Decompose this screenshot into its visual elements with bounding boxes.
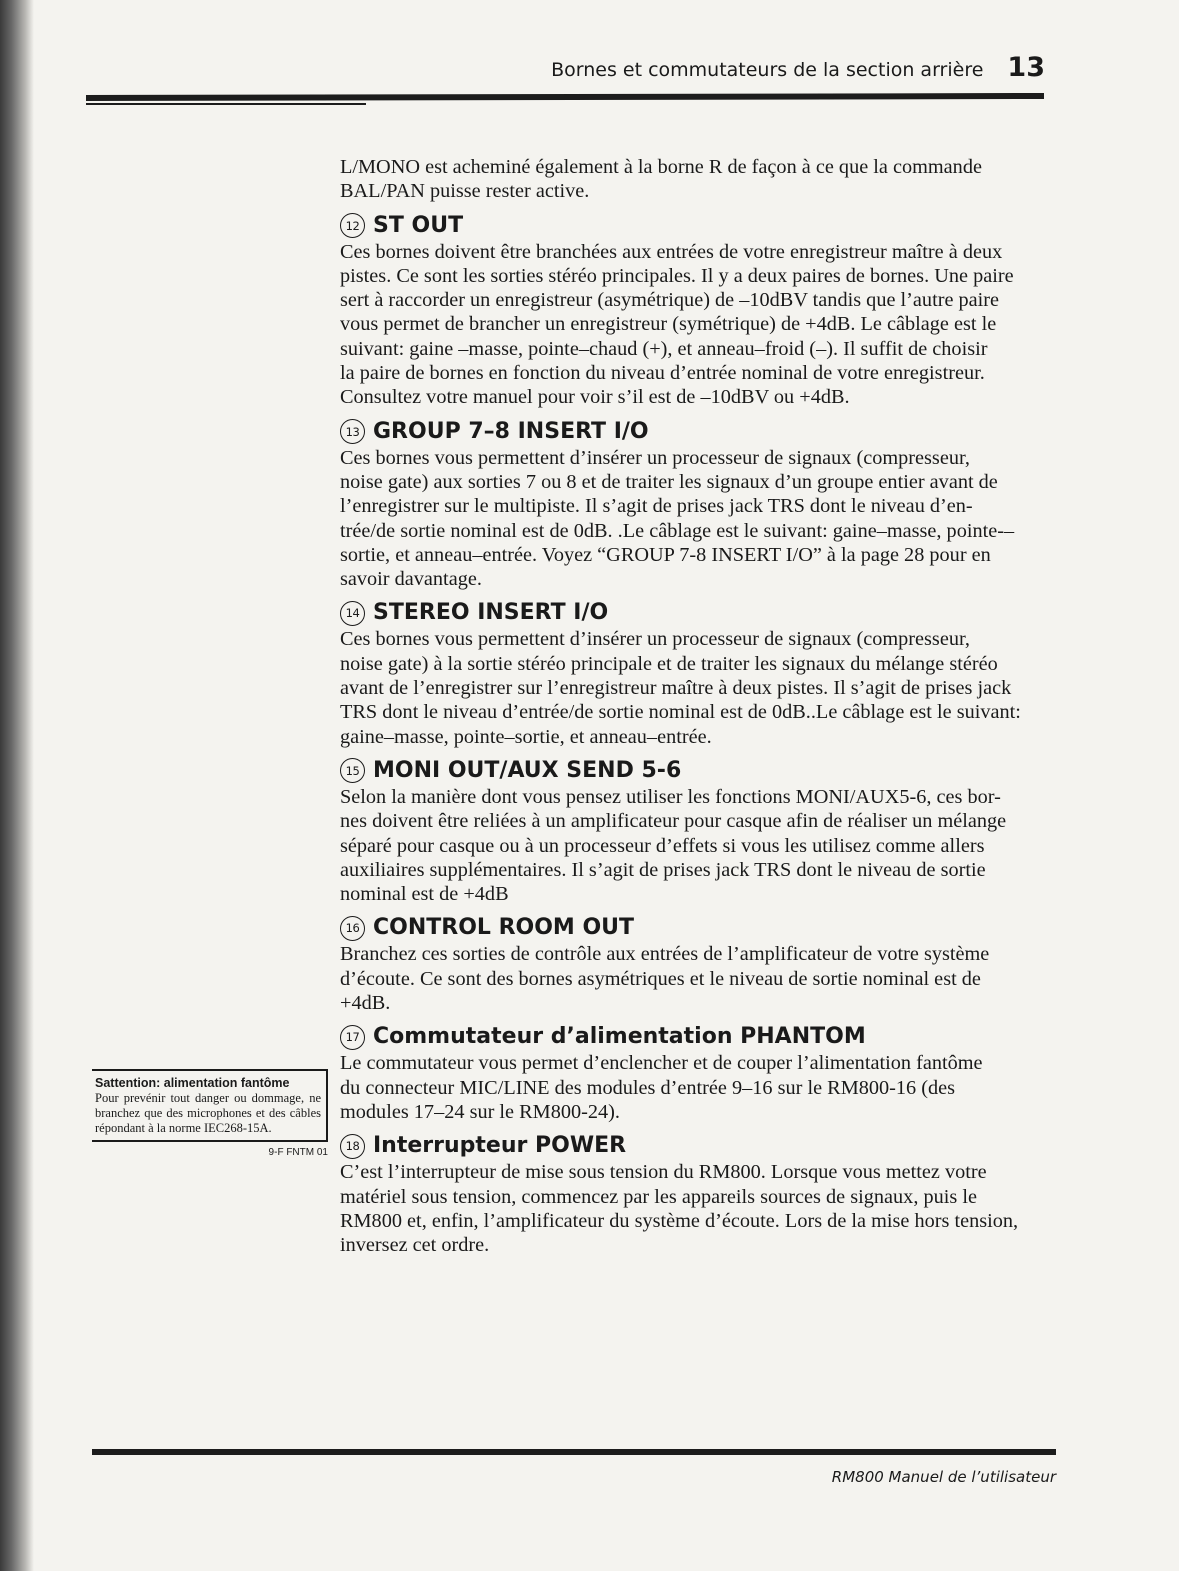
text-line: noise gate) aux sorties 7 ou 8 et de traiter les signaux d’un groupe entier avant de: [340, 470, 998, 493]
section-power-switch: [340, 1132, 1048, 1257]
section-st-out: [340, 212, 1048, 410]
section-title: STEREO INSERT I/O: [373, 600, 609, 626]
section-heading: [340, 212, 1048, 240]
header-title: Bornes et commutateurs de la section arrière: [551, 59, 984, 81]
header-rule-underline: [86, 103, 366, 105]
page-header: [551, 52, 1045, 83]
circled-number-icon: 16: [340, 916, 365, 941]
circled-number-icon: 15: [340, 758, 365, 783]
circled-number-icon: 17: [340, 1025, 365, 1050]
scan-edge-shadow: [0, 0, 34, 1571]
text-line: Ces bornes vous permettent d’insérer un processeur de signaux (compresseur,: [340, 628, 970, 651]
text-line: Selon la manière dont vous pensez utiliser les fonctions MONI/AUX5-6, ces bor-: [340, 785, 1001, 808]
text-line: +4dB.: [340, 992, 391, 1015]
text-line: modules 17–24 sur le RM800-24).: [340, 1100, 620, 1123]
section-heading: [340, 1132, 1048, 1160]
text-line: pistes. Ce sont les sorties stéréo principales. Il y a deux paires de bornes. Une paire: [340, 264, 1014, 287]
circled-number-icon: 18: [340, 1134, 365, 1159]
page-number: 13: [1007, 52, 1045, 83]
section-phantom-switch: [340, 1023, 1048, 1124]
text-line: nominal est de +4dB: [340, 883, 509, 906]
text-line: auxiliaires supplémentaires. Il s’agit de prises jack TRS dont le niveau de sortie: [340, 858, 986, 881]
circled-number-icon: 13: [340, 419, 365, 444]
text-line: Ces bornes doivent être branchées aux entrées de votre enregistreur maître à deux: [340, 240, 1003, 263]
section-title: Commutateur d’alimentation PHANTOM: [373, 1024, 866, 1050]
text-line: séparé pour casque ou à un processeur d’effets si vous les utilisez comme allers: [340, 834, 985, 857]
circled-number-icon: 14: [340, 601, 365, 626]
text-line: l’enregistrer sur le multipiste. Il s’agit de prises jack TRS dont le niveau d’en-: [340, 495, 973, 518]
section-title: ST OUT: [373, 212, 464, 238]
text-line: C’est l’interrupteur de mise sous tension du RM800. Lorsque vous mettez votre: [340, 1161, 987, 1184]
text-line: L/MONO est acheminé également à la borne R de façon à ce que la commande: [340, 156, 982, 178]
text-line: Ces bornes vous permettent d’insérer un processeur de signaux (compresseur,: [340, 446, 970, 469]
section-title: Interrupteur POWER: [373, 1133, 627, 1159]
caution-box: [92, 1069, 328, 1142]
text-line: Consultez votre manuel pour voir s’il est de –10dBV ou +4dB.: [340, 386, 850, 409]
text-line: TRS dont le niveau d’entrée/de sortie nominal est de 0dB..Le câblage est le suivant:: [340, 701, 1021, 724]
caution-text: Pour prevénir tout danger ou dommage, ne branchez que des microphones et des câbles répondant à la norme IEC268-15A.: [95, 1091, 321, 1135]
text-line: Le commutateur vous permet d’enclencher et de couper l’alimentation fantôme: [340, 1052, 983, 1075]
footer-rule: [92, 1449, 1056, 1455]
section-control-room-out: [340, 914, 1048, 1015]
text-line: matériel sous tension, commencez par les appareils sources de signaux, puis le: [340, 1185, 977, 1208]
circled-number-icon: 12: [340, 213, 365, 238]
text-line: Branchez ces sorties de contrôle aux entrées de l’amplificateur de votre système: [340, 943, 990, 966]
text-line: sert à raccorder un enregistreur (asymétrique) de –10dBV tandis que l’autre paire: [340, 289, 1000, 312]
text-line: savoir davantage.: [340, 568, 482, 591]
page-footer: RM800 Manuel de l’utilisateur: [831, 1468, 1056, 1486]
section-group-insert: [340, 418, 1048, 592]
section-heading: [340, 1023, 1048, 1051]
caution-title: Sattention: alimentation fantôme: [95, 1076, 290, 1090]
main-content: [340, 155, 1048, 1257]
section-stereo-insert: [340, 599, 1048, 748]
section-title: CONTROL ROOM OUT: [373, 915, 635, 941]
text-line: d’écoute. Ce sont des bornes asymétriques et le niveau de sortie nominal est de: [340, 967, 981, 990]
text-line: sortie, et anneau–entrée. Voyez “GROUP 7-8 INSERT I/O” à la page 28 pour en: [340, 543, 991, 566]
section-heading: [340, 599, 1048, 627]
caution-code: 9-F FNTM 01: [268, 1147, 328, 1158]
text-line: vous permet de brancher un enregistreur (symétrique) de +4dB. Le câblage est le: [340, 313, 997, 336]
section-title: GROUP 7–8 INSERT I/O: [373, 418, 649, 444]
text-line: nes doivent être reliées à un amplificateur pour casque afin de réaliser un mélange: [340, 810, 1007, 833]
caution-note: [92, 1069, 328, 1158]
text-line: BAL/PAN puisse rester active.: [340, 180, 590, 203]
text-line: la paire de bornes en fonction du niveau d’entrée nominal de votre enregistreur.: [340, 362, 985, 385]
header-rule: [86, 93, 1044, 101]
section-moni-out: [340, 757, 1048, 906]
text-line: noise gate) à la sortie stéréo principale et de traiter les signaux du mélange stéréo: [340, 652, 998, 675]
text-line: gaine–masse, pointe–sortie, et anneau–entrée.: [340, 725, 712, 748]
section-title: MONI OUT/AUX SEND 5-6: [373, 757, 682, 783]
text-line: du connecteur MIC/LINE des modules d’entrée 9–16 sur le RM800-16 (des: [340, 1076, 956, 1099]
section-heading: [340, 914, 1048, 942]
text-line: inversez cet ordre.: [340, 1234, 490, 1257]
section-heading: [340, 418, 1048, 446]
text-line: suivant: gaine –masse, pointe–chaud (+), et anneau–froid (–). Il suffit de choisir: [340, 337, 988, 360]
intro-paragraph: [340, 155, 1048, 204]
text-line: trée/de sortie nominal est de 0dB. .Le câblage est le suivant: gaine–masse, pointe-–: [340, 519, 1015, 542]
text-line: RM800 et, enfin, l’amplificateur du système d’écoute. Lors de la mise hors tension,: [340, 1209, 1019, 1232]
section-heading: [340, 757, 1048, 785]
text-line: avant de l’enregistrer sur l’enregistreur maître à deux pistes. Il s’agit de prises jack: [340, 677, 1012, 700]
